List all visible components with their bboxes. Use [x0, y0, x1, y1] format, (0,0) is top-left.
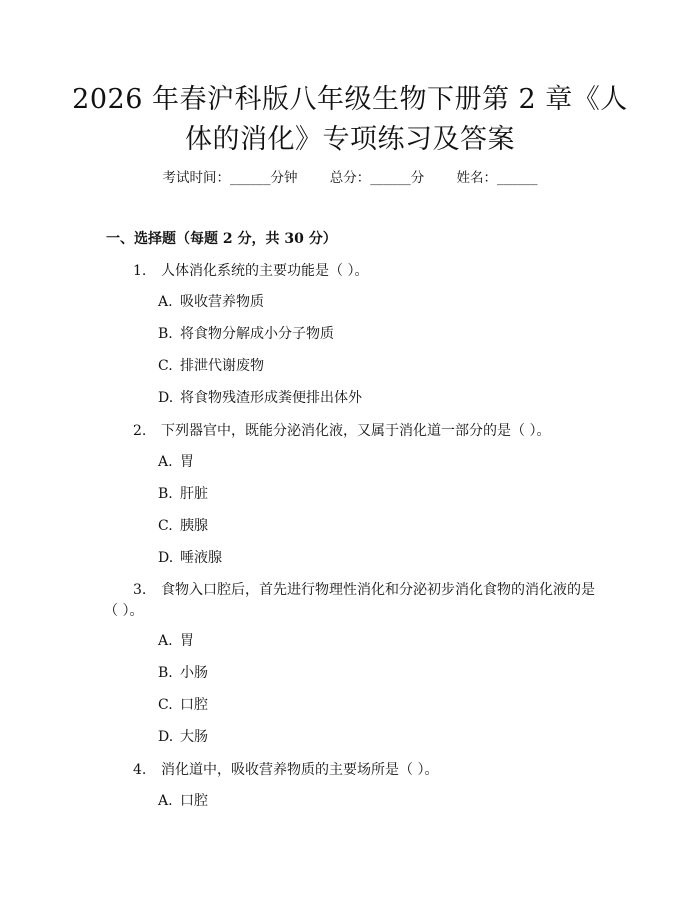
option-text: 大肠: [180, 729, 208, 745]
option-text: 胃: [180, 633, 194, 649]
question-text: 消化道中，吸收营养物质的主要场所是（ ）。: [161, 762, 439, 778]
option-letter: A.: [158, 454, 173, 470]
question-2-option-b: [158, 484, 208, 504]
option-letter: B.: [158, 665, 173, 681]
question-text: 食物入口腔后，首先进行物理性消化和分泌初步消化食物的消化液的是: [161, 582, 595, 598]
question-1-option-c: [158, 356, 264, 376]
option-letter: A.: [158, 633, 173, 649]
question-2-option-c: [158, 516, 208, 536]
option-text: 胃: [180, 454, 194, 470]
question-3-text-continuation: （ ）。: [104, 603, 144, 619]
document-title: [70, 80, 630, 160]
option-text: 唾液腺: [180, 550, 222, 566]
option-letter: C.: [158, 358, 173, 374]
option-letter: B.: [158, 486, 173, 502]
option-letter: C.: [158, 518, 173, 534]
option-letter: A.: [158, 793, 173, 809]
question-3-option-c: [158, 695, 208, 715]
question-text: 下列器官中，既能分泌消化液，又属于消化道一部分的是（ ）。: [161, 423, 551, 439]
option-text: 口腔: [180, 697, 208, 713]
question-3-option-b: [158, 663, 208, 683]
title-line-2: 体的消化》专项练习及答案: [185, 124, 515, 155]
question-number: 1.: [133, 263, 147, 279]
question-3-option-d: [158, 727, 208, 747]
question-2-option-d: [158, 548, 222, 568]
option-text: 肝脏: [180, 486, 208, 502]
option-text: 将食物分解成小分子物质: [180, 326, 334, 342]
option-letter: B.: [158, 326, 173, 342]
question-4-option-a: [158, 791, 208, 811]
question-2: [133, 421, 550, 441]
question-1: [133, 261, 368, 281]
question-1-option-a: [158, 292, 264, 312]
section-heading-multiple-choice: 一、选择题（每题 2 分，共 30 分）: [106, 231, 337, 247]
option-text: 吸收营养物质: [180, 294, 264, 310]
question-3: [133, 580, 595, 600]
option-text: 口腔: [180, 793, 208, 809]
question-number: 3.: [133, 582, 147, 598]
option-letter: D.: [158, 729, 174, 745]
option-letter: D.: [158, 390, 174, 406]
student-name-field: 姓名：______: [456, 170, 538, 186]
option-text: 胰腺: [180, 518, 208, 534]
question-number: 4.: [133, 762, 147, 778]
question-4: [133, 760, 438, 780]
question-2-option-a: [158, 452, 194, 472]
option-text: 小肠: [180, 665, 208, 681]
question-number: 2.: [133, 423, 147, 439]
total-score-field: 总分：______分: [329, 170, 425, 186]
question-text: 人体消化系统的主要功能是（ ）。: [161, 263, 369, 279]
question-1-option-d: [158, 388, 362, 408]
exam-meta: [0, 168, 700, 188]
exam-time-field: 考试时间：______分钟: [162, 170, 298, 186]
option-letter: D.: [158, 550, 174, 566]
option-text: 排泄代谢废物: [180, 358, 264, 374]
question-1-option-b: [158, 324, 334, 344]
option-letter: C.: [158, 697, 173, 713]
question-3-option-a: [158, 631, 194, 651]
title-line-1: 2026 年春沪科版八年级生物下册第 2 章《人: [72, 84, 628, 115]
option-letter: A.: [158, 294, 173, 310]
option-text: 将食物残渣形成粪便排出体外: [180, 390, 362, 406]
